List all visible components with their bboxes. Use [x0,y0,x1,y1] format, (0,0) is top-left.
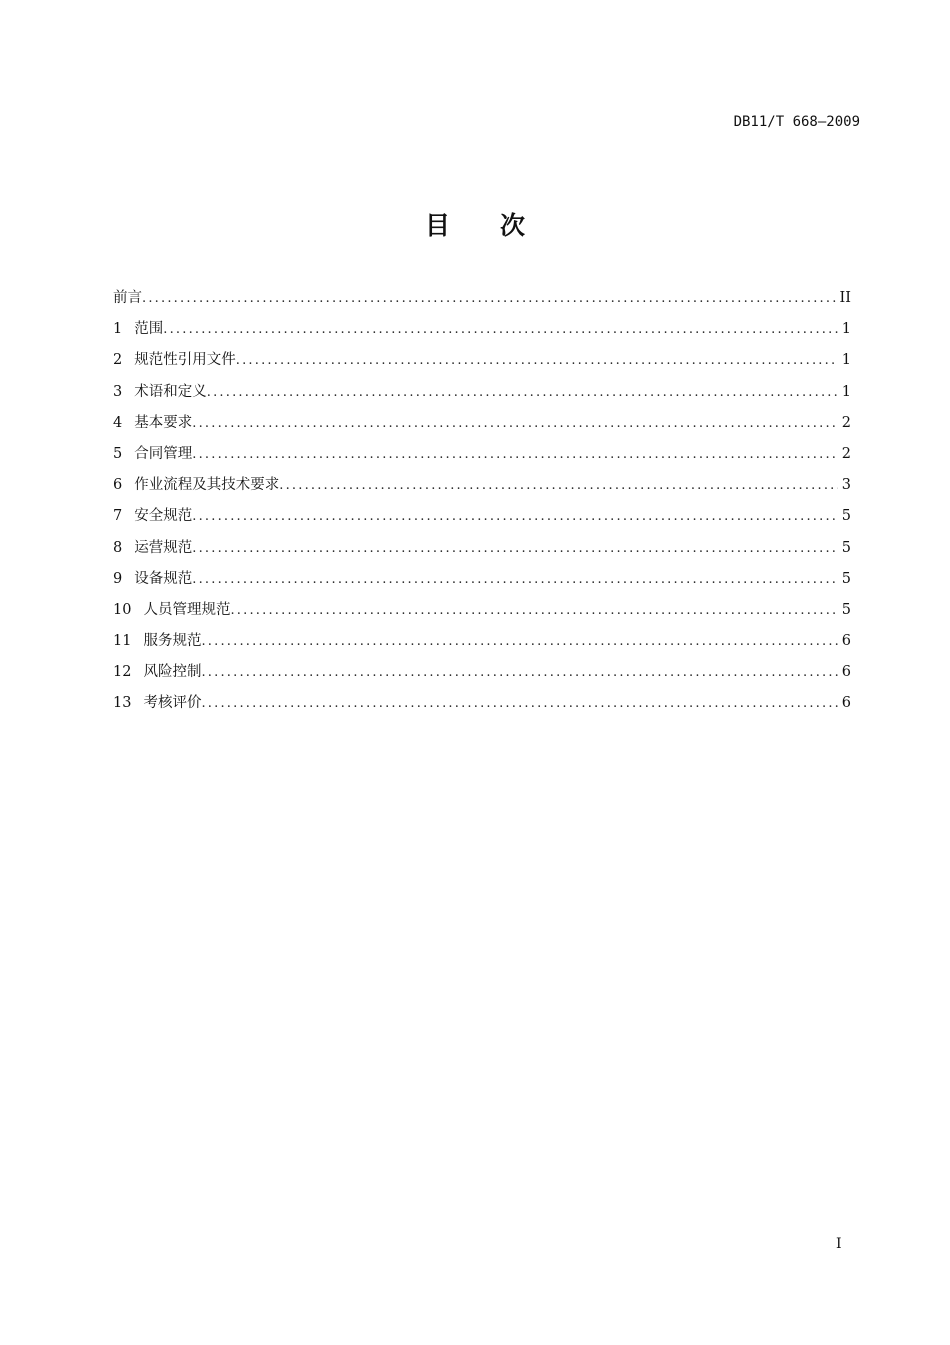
toc-entry-13[interactable] [113,688,851,719]
toc-entry-number: 7 [113,508,123,525]
toc-entry-6[interactable] [113,470,851,501]
toc-leader-dots [236,345,838,376]
toc-entry-number: 10 [113,601,132,618]
toc-entry-foreword[interactable] [113,283,851,314]
toc-entry-page: 2 [841,414,851,431]
toc-entry-title: 范围 [134,321,164,338]
title-char-1: 目 [424,211,450,240]
toc-entry-number: 9 [113,570,123,587]
toc-leader-dots [192,439,838,470]
toc-entry-3[interactable] [113,377,851,408]
page-title [0,206,950,242]
toc-entry-page: 2 [841,445,851,462]
toc-leader-dots [142,283,836,314]
toc-entry-number: 13 [113,695,132,712]
toc-leader-dots [201,626,837,657]
toc-entry-5[interactable] [113,439,851,470]
toc-entry-title: 安全规范 [134,508,193,525]
toc-entry-4[interactable] [113,408,851,439]
toc-leader-dots [201,657,837,688]
toc-entry-title: 运营规范 [134,539,193,556]
toc-entry-title: 前言 [113,290,142,306]
toc-entry-number: 2 [113,352,123,369]
toc-entry-title: 规范性引用文件 [134,352,236,369]
toc-entry-title: 设备规范 [134,570,193,587]
toc-leader-dots [192,533,838,564]
toc-entry-number: 3 [113,383,123,400]
toc-entry-page: 6 [841,664,851,681]
toc-entry-title: 服务规范 [143,633,202,650]
toc-entry-1[interactable] [113,314,851,345]
toc-entry-title: 基本要求 [134,414,193,431]
toc-entry-number: 4 [113,414,123,431]
toc-leader-dots [192,501,838,532]
toc-entry-12[interactable] [113,657,851,688]
toc-entry-page: 1 [841,321,851,338]
toc-entry-number: 12 [113,664,132,681]
toc-entry-title: 人员管理规范 [143,601,231,618]
toc-entry-page: 6 [841,695,851,712]
toc-leader-dots [163,314,838,345]
title-char-2: 次 [500,211,526,240]
toc-leader-dots [230,595,837,626]
table-of-contents [113,283,851,720]
toc-entry-page: 5 [841,508,851,525]
toc-entry-page: 5 [841,601,851,618]
toc-entry-page: 1 [841,352,851,369]
toc-entry-title: 合同管理 [134,445,193,462]
toc-entry-page: 5 [841,539,851,556]
toc-leader-dots [279,470,838,501]
toc-entry-title: 风险控制 [143,664,202,681]
toc-leader-dots [201,688,837,719]
toc-entry-9[interactable] [113,564,851,595]
toc-entry-page: 6 [841,633,851,650]
toc-entry-title: 术语和定义 [134,383,207,400]
toc-leader-dots [207,377,838,408]
toc-entry-number: 8 [113,539,123,556]
toc-entry-10[interactable] [113,595,851,626]
toc-entry-7[interactable] [113,501,851,532]
toc-entry-number: 1 [113,321,123,338]
toc-entry-number: 11 [113,633,132,650]
toc-entry-page: 1 [841,383,851,400]
page-number: I [836,1236,842,1252]
toc-entry-page: 5 [841,570,851,587]
toc-leader-dots [192,564,838,595]
toc-entry-8[interactable] [113,533,851,564]
toc-entry-page: II [839,290,851,306]
toc-entry-title: 作业流程及其技术要求 [134,477,280,494]
toc-leader-dots [192,408,838,439]
toc-entry-title: 考核评价 [143,695,202,712]
toc-entry-number: 5 [113,445,123,462]
toc-entry-11[interactable] [113,626,851,657]
toc-entry-number: 6 [113,477,123,494]
toc-entry-2[interactable] [113,345,851,376]
document-code: DB11/T 668—2009 [733,114,860,130]
toc-entry-page: 3 [841,477,851,494]
